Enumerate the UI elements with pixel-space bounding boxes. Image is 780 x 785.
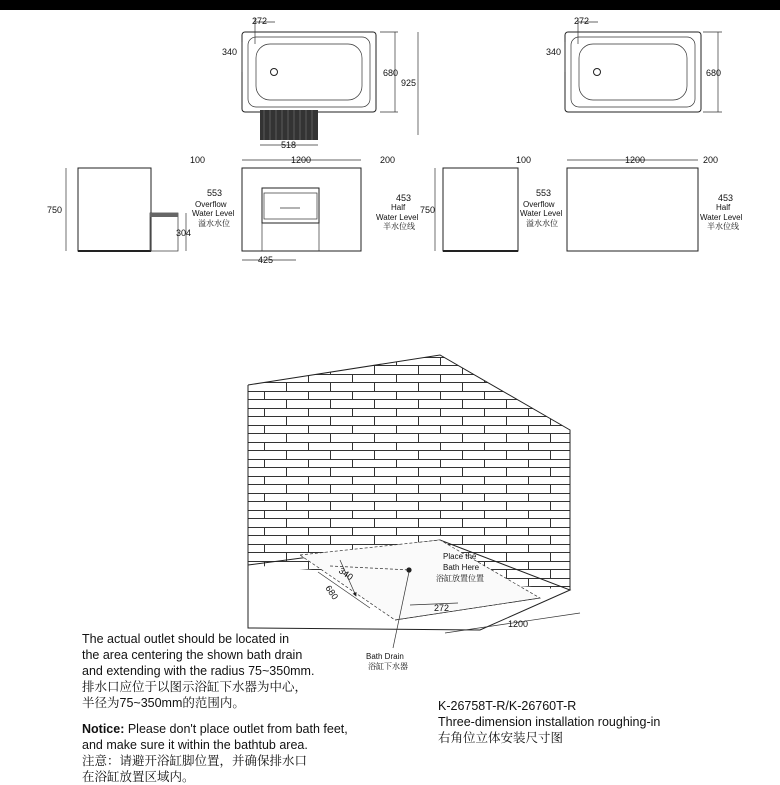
iso-1200: 1200 (508, 619, 529, 629)
elev1-step: 304 (176, 228, 192, 238)
elev-top-left: 100 (190, 155, 206, 165)
plan2-272: 272 (574, 16, 590, 26)
elev-overflow-mm: 553 (207, 188, 223, 198)
notice-label: Notice: (82, 722, 125, 736)
half2-l2: Water Level (700, 213, 743, 222)
elevation-side-1 (47, 168, 191, 251)
half-l1: Half (391, 203, 406, 212)
outlet-note-3: and extending with the radius 75~350mm. (82, 664, 315, 678)
drawing-description: Three-dimension installation roughing-in (438, 715, 661, 729)
plan-view-1 (222, 16, 418, 150)
elev2-overflow-mm: 553 (536, 188, 552, 198)
iso-272: 272 (434, 603, 450, 613)
overflow-l1: Overflow (195, 200, 227, 209)
half-l2: Water Level (376, 213, 419, 222)
overflow2-l2: Water Level (520, 209, 563, 218)
overflow2-l1: Overflow (523, 200, 555, 209)
place-l2: Bath Here (443, 563, 480, 572)
outlet-note-2: the area centering the shown bath drain (82, 648, 303, 662)
elev-half-mm: 453 (396, 193, 412, 203)
plan1-518: 518 (281, 140, 297, 150)
half2-l1: Half (716, 203, 731, 212)
notice-line-2: and make sure it within the bathtub area. (82, 738, 308, 752)
plan2-340: 340 (546, 47, 562, 57)
half2-l3: 半水位线 (707, 222, 739, 231)
notice-line-1 (82, 722, 348, 737)
notice-line-4: 在浴缸放置区域内。 (82, 770, 195, 784)
iso-340: 340 (336, 565, 355, 583)
overflow-l2: Water Level (192, 209, 235, 218)
plan2-680: 680 (706, 68, 722, 78)
plan1-272: 272 (252, 16, 268, 26)
elev2-top-left: 100 (516, 155, 532, 165)
elev-length: 1200 (291, 155, 312, 165)
elev2-top-right: 200 (703, 155, 719, 165)
outlet-note-5: 半径为75~350mm的范围内。 (82, 696, 245, 710)
elevation-side-2 (420, 168, 518, 251)
plan1-340: 340 (222, 47, 238, 57)
elev-425: 425 (258, 255, 274, 265)
drain-l2: 浴缸下水器 (368, 662, 408, 671)
model-number: K-26758T-R/K-26760T-R (438, 699, 577, 713)
elev1-height: 750 (47, 205, 63, 215)
overflow-l3: 溢水水位 (198, 219, 230, 228)
outlet-note-4: 排水口应位于以图示浴缸下水器为中心， (82, 680, 308, 694)
place-l3: 浴缸放置位置 (436, 574, 484, 583)
notice-line-3: 注意：请避开浴缸脚位置，并确保排水口 (82, 754, 308, 768)
elevation-front-2 (516, 155, 743, 251)
outlet-note-1: The actual outlet should be located in (82, 632, 290, 646)
elev2-half-mm: 453 (718, 193, 734, 203)
plan1-680: 680 (383, 68, 399, 78)
drain-l1: Bath Drain (366, 652, 404, 661)
iso-room (248, 355, 580, 671)
elev2-height: 750 (420, 205, 436, 215)
iso-680: 680 (323, 583, 341, 602)
half-l3: 半水位线 (383, 222, 415, 231)
elevation-front-1 (190, 155, 419, 265)
plan1-925: 925 (401, 78, 417, 88)
place-l1: Place the (443, 552, 477, 561)
elev2-length: 1200 (625, 155, 646, 165)
drawing-description-cn: 右角位立体安装尺寸图 (438, 731, 564, 745)
elev-top-right: 200 (380, 155, 396, 165)
overflow2-l3: 溢水水位 (526, 219, 558, 228)
notice-rest: Please don't place outlet from bath feet, (124, 722, 348, 736)
plan-view-2 (546, 16, 722, 112)
